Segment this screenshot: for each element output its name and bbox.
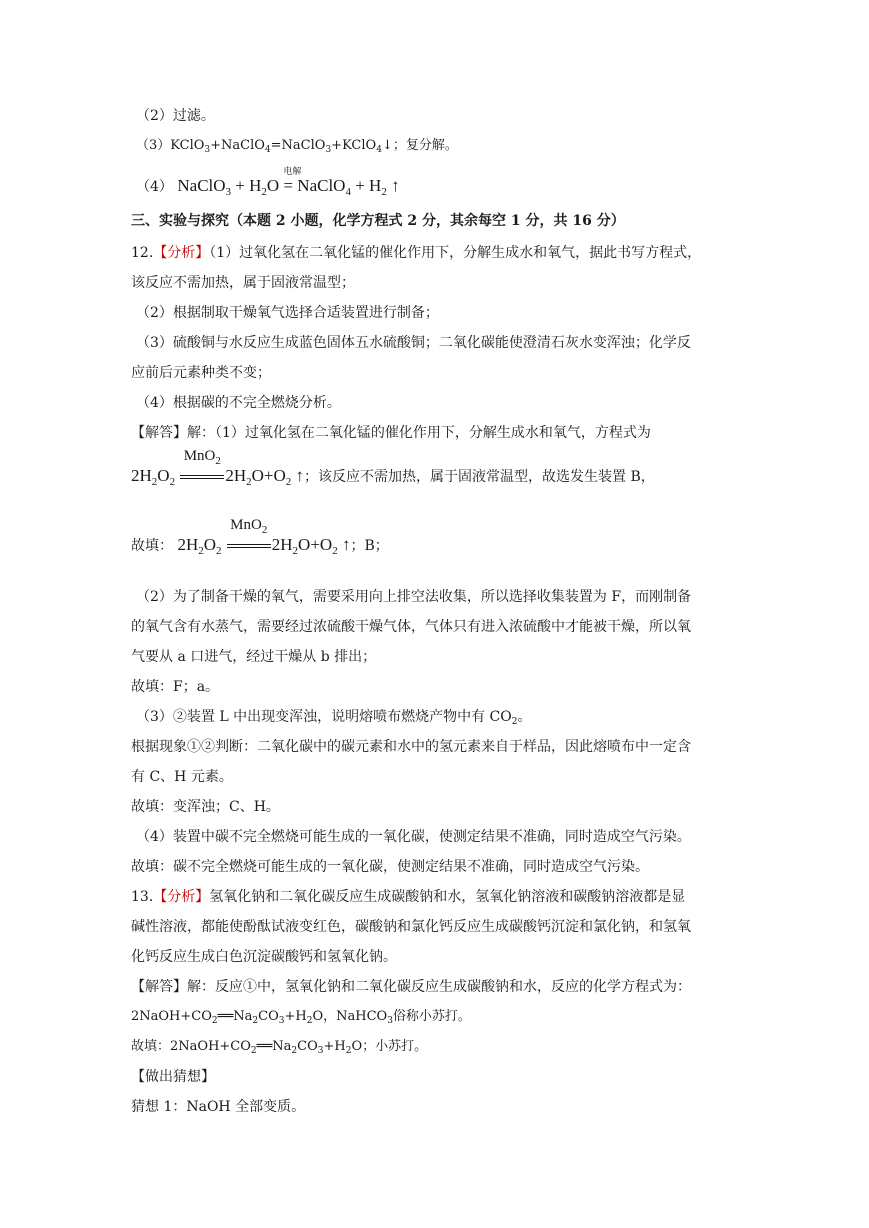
q12-solution-line: （3）②装置 L 中出现变浑浊，说明熔喷布燃烧产物中有 $CO_2$。 xyxy=(136,709,532,727)
q12-solution-line: 有 C、H 元素。 xyxy=(131,769,233,785)
q12-analysis-line: （4）根据碳的不完全燃烧分析。 xyxy=(136,395,341,411)
q12-analysis: 12.【分析】（1）过氧化氢在二氧化锰的催化作用下，分解生成水和氧气，据此书写方程式， xyxy=(131,245,702,261)
q12-solution: 【解答】解：（1）过氧化氢在二氧化锰的催化作用下，分解生成水和氧气，方程式为 xyxy=(131,425,651,441)
q12-equation-1: $2H_2O_2$ MnO$_2$ $2H_2O+O_2$ ↑；该反应不需加热，属于固液常温型，故选发生装置 B， xyxy=(131,448,655,488)
q13-fill: 故填：$2NaOH+CO_2══Na_2CO_3+H_2O$；小苏打。 xyxy=(131,1039,428,1056)
q13-solution-line: $2NaOH+CO_2══Na_2CO_3+H_2O$，NaHCO$_3$俗称小苏打。 xyxy=(131,1009,471,1026)
q12-solution-line: 故填：碳不完全燃烧可能生成的一氧化碳，使测定结果不准确，同时造成空气污染。 xyxy=(131,859,649,875)
guess-1: 猜想 1：NaOH 全部变质。 xyxy=(131,1099,306,1115)
q13-analysis: 13.【分析】氢氧化钠和二氧化碳反应生成碳酸钠和水，氢氧化钠溶液和碳酸钠溶液都是显 xyxy=(131,889,686,905)
q12-solution-line: 故填：F；a。 xyxy=(131,679,220,695)
answer-2: （2）过滤。 xyxy=(136,108,215,124)
q12-solution-line: （2）为了制备干燥的氧气，需要采用向上排空法收集，所以选择收集装置为 F，而刚制备 xyxy=(136,589,692,605)
guess-heading: 【做出猜想】 xyxy=(131,1069,215,1085)
answer-3: （3）KClO$_3$+NaClO$_4$=NaClO$_3$+KClO$_4$↓；复分解。 xyxy=(136,138,458,155)
section-heading: 三、实验与探究（本题 2 小题，化学方程式 2 分，其余每空 1 分，共 16 分） xyxy=(131,213,625,229)
q12-analysis-line: （3）硫酸铜与水反应生成蓝色固体五水硫酸铜；二氧化碳能使澄清石灰水变浑浊；化学反 xyxy=(136,335,691,351)
q12-fill-1: 故填： $2H_2O_2$ MnO$_2$ $2H_2O+O_2$ ↑；B； xyxy=(131,517,389,557)
q12-solution-line: （4）装置中碳不完全燃烧可能生成的一氧化碳，使测定结果不准确，同时造成空气污染。 xyxy=(136,829,691,845)
q13-analysis-line: 化钙反应生成白色沉淀碳酸钙和氢氧化钠。 xyxy=(131,949,397,965)
q12-analysis-line: （2）根据制取干燥氧气选择合适装置进行制备； xyxy=(136,305,439,321)
q12-solution-line: 故填：变浑浊；C、H。 xyxy=(131,799,280,815)
q13-solution: 【解答】解：反应①中，氢氧化钠和二氧化碳反应生成碳酸钠和水，反应的化学方程式为： xyxy=(131,979,691,995)
answer-4-equation: （4） NaClO$_3$ + $H_2O$ 电解 = NaClO$_4$ + $H_2$ ↑ xyxy=(136,167,400,198)
q13-analysis-line: 碱性溶液，都能使酚酞试液变红色，碳酸钠和氯化钙反应生成碳酸钙沉淀和氯化钠，和氢氧 xyxy=(131,919,691,935)
q12-solution-line: 气要从 a 口进气，经过干燥从 b 排出； xyxy=(131,649,377,665)
q12-solution-line: 根据现象①②判断：二氧化碳中的碳元素和水中的氢元素来自于样品，因此熔喷布中一定含 xyxy=(131,739,691,755)
q12-solution-line: 的氧气含有水蒸气，需要经过浓硫酸干燥气体，气体只有进入浓硫酸中才能被干燥，所以氧 xyxy=(131,619,691,635)
q12-analysis-line: 该反应不需加热，属于固液常温型； xyxy=(131,275,355,291)
q12-analysis-line: 应前后元素种类不变； xyxy=(131,365,271,381)
